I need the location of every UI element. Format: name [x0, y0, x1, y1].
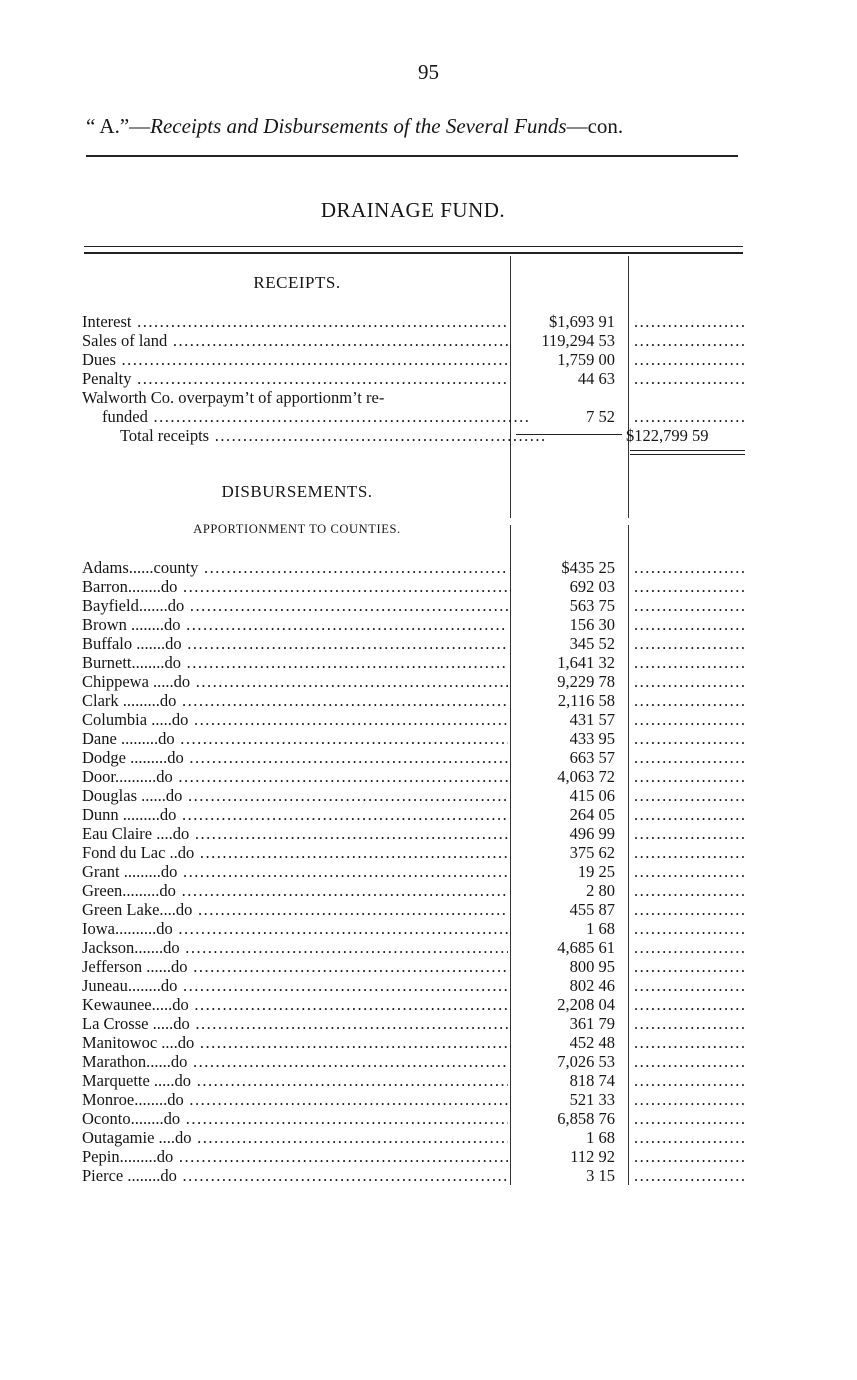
county-row	[82, 919, 752, 938]
receipt-label: Interest .....	[82, 312, 508, 331]
leader-dots	[634, 843, 746, 862]
county-row	[82, 615, 752, 634]
county-label: Columbia .....do .....	[82, 710, 508, 729]
county-row	[82, 805, 752, 824]
leader-dots	[634, 1147, 746, 1166]
county-amount: 433 95	[569, 729, 615, 748]
leader-dots	[634, 786, 746, 805]
county-row	[82, 824, 752, 843]
county-row	[82, 938, 752, 957]
county-label: Douglas ......do .....	[82, 786, 508, 805]
county-label: Grant .........do .....	[82, 862, 508, 881]
county-row	[82, 634, 752, 653]
county-amount: 521 33	[569, 1090, 615, 1109]
fund-title: DRAINAGE FUND.	[320, 198, 506, 222]
county-amount: 1 68	[586, 919, 615, 938]
leader-dots	[634, 331, 746, 350]
leader-dots	[634, 596, 746, 615]
county-row	[82, 843, 752, 862]
leader-dots	[634, 881, 746, 900]
county-label: Brown ........do .....	[82, 615, 508, 634]
county-amount: 345 52	[569, 634, 615, 653]
county-label: La Crosse .....do .....	[82, 1014, 508, 1033]
county-row	[82, 900, 752, 919]
receipt-amount: 1,759 00	[557, 350, 615, 369]
total-double-rule-bottom	[630, 454, 745, 455]
county-label: Dane .........do .....	[82, 729, 508, 748]
county-label: Outagamie ....do .....	[82, 1128, 508, 1147]
county-label: Fond du Lac ..do .....	[82, 843, 508, 862]
leader-dots	[634, 312, 746, 331]
receipt-row	[82, 369, 752, 388]
county-amount: 2,208 04	[557, 995, 615, 1014]
county-row	[82, 1033, 752, 1052]
county-label: Dodge .........do .....	[82, 748, 508, 767]
receipt-amount: 44 63	[577, 369, 615, 388]
county-label: Marquette .....do .....	[82, 1071, 508, 1090]
county-amount: $435 25	[561, 558, 615, 577]
leader-dots	[634, 995, 746, 1014]
table-top-rule	[84, 246, 743, 247]
total-receipts-label: Total receipts .....	[82, 426, 546, 445]
county-row	[82, 786, 752, 805]
county-row	[82, 729, 752, 748]
county-row	[82, 577, 752, 596]
county-amount: 9,229 78	[557, 672, 615, 691]
receipt-label: Dues .....	[82, 350, 508, 369]
county-label: Dunn .........do .....	[82, 805, 508, 824]
county-amount: 818 74	[569, 1071, 615, 1090]
county-row	[82, 653, 752, 672]
county-label: Jackson.......do .....	[82, 938, 508, 957]
county-label: Pepin.........do .....	[82, 1147, 508, 1166]
total-double-rule-top	[630, 450, 745, 451]
leader-dots	[634, 672, 746, 691]
disbursements-title: DISBURSEMENTS.	[221, 482, 373, 501]
county-label: Adams......county .....	[82, 558, 508, 577]
county-amount: 2,116 58	[557, 691, 615, 710]
leader-dots	[634, 369, 746, 388]
county-label: Kewaunee.....do .....	[82, 995, 508, 1014]
county-label: Chippewa .....do .....	[82, 672, 508, 691]
leader-dots	[634, 350, 746, 369]
county-row	[82, 596, 752, 615]
county-amount: 4,063 72	[557, 767, 615, 786]
receipt-amount: $1,693 91	[549, 312, 615, 331]
leader-dots	[634, 767, 746, 786]
leader-dots	[634, 748, 746, 767]
county-label: Iowa..........do .....	[82, 919, 508, 938]
receipt-row	[82, 350, 752, 369]
county-row	[82, 1071, 752, 1090]
receipt-row	[82, 312, 752, 331]
receipt-amount: 7 52	[586, 407, 615, 426]
county-row	[82, 862, 752, 881]
county-amount: 361 79	[569, 1014, 615, 1033]
county-row	[82, 748, 752, 767]
heading-prefix: “ A.”—	[86, 114, 151, 138]
county-row	[82, 710, 752, 729]
table-top-rule-thick	[84, 252, 743, 254]
leader-dots	[634, 653, 746, 672]
subtotal-rule	[516, 434, 622, 435]
leader-dots	[634, 957, 746, 976]
receipt-row	[82, 331, 752, 350]
county-label: Green.........do .....	[82, 881, 508, 900]
leader-dots	[634, 976, 746, 995]
leader-dots	[634, 407, 746, 426]
leader-dots	[634, 691, 746, 710]
county-label: Manitowoc ....do .....	[82, 1033, 508, 1052]
leader-dots	[634, 919, 746, 938]
county-row	[82, 558, 752, 577]
county-amount: 6,858 76	[557, 1109, 615, 1128]
heading-rule	[86, 155, 738, 157]
county-label: Monroe........do .....	[82, 1090, 508, 1109]
total-receipts-row	[82, 426, 752, 445]
county-amount: 1 68	[586, 1128, 615, 1147]
receipt-row-walworth-line1	[82, 388, 752, 407]
leader-dots	[634, 577, 746, 596]
heading-suffix: —con.	[566, 114, 624, 138]
leader-dots	[634, 805, 746, 824]
leader-dots	[634, 1014, 746, 1033]
heading-italic-title: Receipts and Disbursements of the Several Funds	[150, 114, 567, 138]
leader-dots	[634, 1128, 746, 1147]
county-row	[82, 976, 752, 995]
leader-dots	[634, 1071, 746, 1090]
county-label: Oconto........do .....	[82, 1109, 508, 1128]
county-amount: 1,641 32	[557, 653, 615, 672]
leader-dots	[634, 862, 746, 881]
receipt-label: Penalty .....	[82, 369, 508, 388]
apportionment-subtitle: APPORTIONMENT TO COUNTIES.	[193, 522, 401, 536]
county-amount: 375 62	[569, 843, 615, 862]
county-label: Door..........do .....	[82, 767, 508, 786]
county-amount: 692 03	[569, 577, 615, 596]
county-label: Buffalo .......do .....	[82, 634, 508, 653]
leader-dots	[634, 615, 746, 634]
page-heading	[86, 114, 623, 139]
county-label: Pierce ........do .....	[82, 1166, 508, 1185]
county-amount: 415 06	[569, 786, 615, 805]
county-label: Clark .........do .....	[82, 691, 508, 710]
leader-dots	[634, 558, 746, 577]
receipt-label: funded .....	[82, 407, 528, 426]
leader-dots	[634, 634, 746, 653]
county-amount: 112 92	[570, 1147, 615, 1166]
receipts-title: RECEIPTS.	[253, 273, 341, 292]
county-amount: 4,685 61	[557, 938, 615, 957]
county-row	[82, 1128, 752, 1147]
county-row	[82, 881, 752, 900]
county-row	[82, 691, 752, 710]
county-label: Jefferson ......do .....	[82, 957, 508, 976]
county-amount: 800 95	[569, 957, 615, 976]
county-row	[82, 1052, 752, 1071]
county-amount: 455 87	[569, 900, 615, 919]
leader-dots	[634, 900, 746, 919]
leader-dots	[634, 824, 746, 843]
county-row	[82, 1014, 752, 1033]
county-label: Green Lake....do .....	[82, 900, 508, 919]
county-amount: 563 75	[569, 596, 615, 615]
receipt-label: Walworth Co. overpaym’t of apportionm’t re-	[82, 388, 385, 407]
county-row	[82, 1166, 752, 1185]
page-number: 95	[418, 60, 439, 84]
leader-dots	[634, 710, 746, 729]
county-row	[82, 767, 752, 786]
county-amount: 802 46	[569, 976, 615, 995]
county-label: Burnett........do .....	[82, 653, 508, 672]
county-row	[82, 1090, 752, 1109]
county-row	[82, 672, 752, 691]
county-amount: 452 48	[569, 1033, 615, 1052]
county-amount: 156 30	[569, 615, 615, 634]
county-row	[82, 995, 752, 1014]
total-receipts-amount: $122,799 59	[626, 426, 709, 445]
receipt-amount: 119,294 53	[541, 331, 615, 350]
county-label: Juneau........do .....	[82, 976, 508, 995]
leader-dots	[634, 1166, 746, 1185]
leader-dots	[634, 729, 746, 748]
county-amount: 19 25	[577, 862, 615, 881]
county-row	[82, 1109, 752, 1128]
county-amount: 7,026 53	[557, 1052, 615, 1071]
receipt-row-walworth-line2	[82, 407, 752, 426]
leader-dots	[634, 1090, 746, 1109]
county-label: Eau Claire ....do .....	[82, 824, 508, 843]
county-amount: 663 57	[569, 748, 615, 767]
county-amount: 3 15	[586, 1166, 615, 1185]
leader-dots	[634, 938, 746, 957]
receipt-label: Sales of land .....	[82, 331, 508, 350]
county-label: Bayfield.......do .....	[82, 596, 508, 615]
county-amount: 264 05	[569, 805, 615, 824]
county-row	[82, 957, 752, 976]
leader-dots	[634, 1109, 746, 1128]
leader-dots	[634, 1033, 746, 1052]
county-amount: 496 99	[569, 824, 615, 843]
county-amount: 431 57	[569, 710, 615, 729]
county-amount: 2 80	[586, 881, 615, 900]
leader-dots	[634, 1052, 746, 1071]
county-label: Barron........do .....	[82, 577, 508, 596]
county-label: Marathon......do .....	[82, 1052, 508, 1071]
county-row	[82, 1147, 752, 1166]
